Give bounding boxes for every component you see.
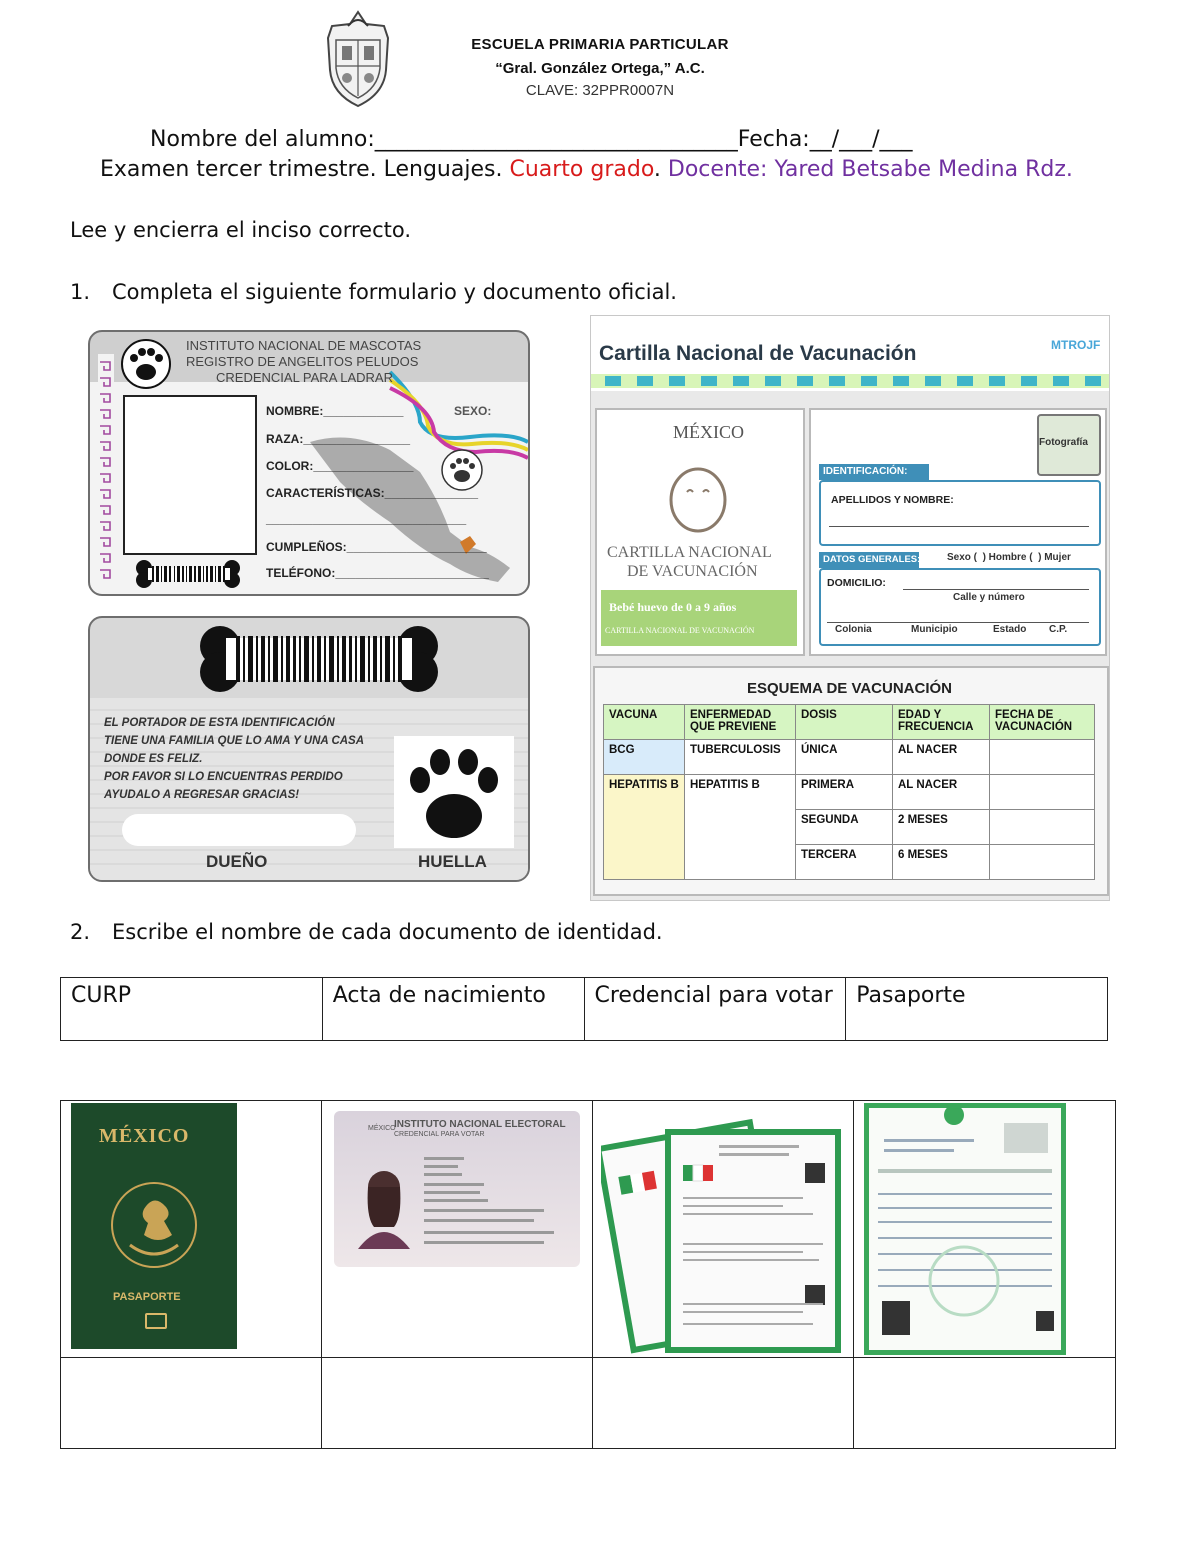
question-1-number: 1. — [70, 280, 91, 304]
cell-age: AL NACER — [893, 775, 990, 810]
header-enfermedad: ENFERMEDAD QUE PREVIENE — [685, 705, 796, 740]
cell-disease: HEPATITIS B — [685, 775, 796, 880]
passport-image — [71, 1103, 237, 1349]
vaccination-table — [603, 704, 1095, 880]
cell-dose: ÚNICA — [796, 740, 893, 775]
cover-footer: CARTILLA NACIONAL DE VACUNACIÓN — [605, 626, 755, 635]
pet-birthday-field: CUMPLEÑOS:_____________________ — [266, 540, 487, 554]
identification-label: IDENTIFICACIÓN: — [823, 466, 908, 477]
cartilla-cover — [595, 408, 805, 656]
table-row — [604, 740, 1095, 775]
table-row — [604, 775, 1095, 810]
passport-country: MÉXICO — [99, 1125, 190, 1147]
ine-mexico: MÉXICO — [368, 1125, 396, 1132]
doc-name-pasaporte: Pasaporte — [846, 978, 1108, 1041]
pet-card-title-2: REGISTRO DE ANGELITOS PELUDOS — [186, 354, 419, 369]
pet-breed-field: RAZA:________________ — [266, 432, 411, 446]
question-1-text: Completa el siguiente formulario y documento oficial. — [112, 280, 677, 304]
cell-dose: PRIMERA — [796, 775, 893, 810]
instruction: Lee y encierra el inciso correcto. — [70, 218, 412, 242]
table-header-row — [604, 705, 1095, 740]
cover-title-2: DE VACUNACIÓN — [627, 563, 758, 580]
answer-cell[interactable] — [854, 1358, 1116, 1449]
ine-subtitle: CREDENCIAL PARA VOTAR — [394, 1131, 485, 1138]
birth-certificate-image — [864, 1103, 1066, 1355]
pet-name-field: NOMBRE:____________ — [266, 404, 404, 418]
pet-phone-field: TELÉFONO:_______________________ — [266, 566, 489, 580]
student-name-date-line: Nombre del alumno:_________________________________Fecha:__/___/___ — [150, 127, 913, 152]
street-label: Calle y número — [953, 592, 1025, 603]
ine-cell — [322, 1101, 593, 1358]
owner-label: DUEÑO — [206, 852, 268, 871]
school-name: ESCUELA PRIMARIA PARTICULAR — [471, 36, 729, 53]
cover-title-1: CARTILLA NACIONAL — [607, 544, 772, 561]
birth-certificate-cell — [854, 1101, 1116, 1358]
grade-label: Cuarto grado — [509, 157, 654, 182]
cell-age: 6 MESES — [893, 845, 990, 880]
document-images-table — [60, 1100, 1116, 1449]
cell-vaccine: BCG — [604, 740, 685, 775]
cell-vaccine: HEPATITIS B — [604, 775, 685, 880]
question-2-number: 2. — [70, 920, 91, 944]
doc-name-acta: Acta de nacimiento — [322, 978, 584, 1041]
doc-name-curp: CURP — [61, 978, 323, 1041]
vaccination-card — [590, 315, 1110, 901]
table-row — [61, 1101, 1116, 1358]
ine-title: INSTITUTO NACIONAL ELECTORAL — [394, 1119, 566, 1130]
pet-id-card-back — [88, 616, 530, 882]
question-2-text: Escribe el nombre de cada documento de identidad. — [112, 920, 663, 944]
pet-card-title-3: CREDENCIAL PARA LADRAR — [216, 370, 393, 385]
table-row — [61, 978, 1108, 1041]
exam-title: Examen tercer trimestre. Lenguajes. Cuarto grado. Docente: Yared Betsabe Medina Rdz. — [100, 157, 1073, 182]
cell-dose: SEGUNDA — [796, 810, 893, 845]
cell-age: 2 MESES — [893, 810, 990, 845]
colonia-label: Colonia — [835, 624, 872, 635]
cell-dose: TERCERA — [796, 845, 893, 880]
cell-date[interactable] — [990, 810, 1095, 845]
doc-name-credencial: Credencial para votar — [584, 978, 846, 1041]
cell-date[interactable] — [990, 740, 1095, 775]
pet-traits-field: CARACTERÍSTICAS:______________ — [266, 486, 479, 500]
table-row — [61, 1358, 1116, 1449]
cartilla-identification — [809, 408, 1107, 656]
pet-color-field: COLOR:_______________ — [266, 459, 414, 473]
egg-icon — [667, 460, 729, 534]
header-vacuna: VACUNA — [604, 705, 685, 740]
ine-image — [334, 1111, 580, 1267]
sex-options: Sexo ( ) Hombre ( ) Mujer — [947, 552, 1071, 563]
coat-of-arms-icon — [104, 1165, 204, 1285]
document-names-table — [60, 977, 1108, 1041]
full-name-label: APELLIDOS Y NOMBRE: — [831, 494, 954, 506]
answer-cell[interactable] — [61, 1358, 322, 1449]
cover-subtitle: Bebé huevo de 0 a 9 años — [609, 600, 737, 614]
school-legal-name: “Gral. González Ortega,” A.C. — [495, 60, 705, 77]
pet-sex-field: SEXO: — [454, 404, 492, 418]
answer-cell[interactable] — [322, 1358, 593, 1449]
header-fecha: FECHA DE VACUNACIÓN — [990, 705, 1095, 740]
answer-cell[interactable] — [593, 1358, 854, 1449]
pet-card-title-1: INSTITUTO NACIONAL DE MASCOTAS — [186, 338, 422, 353]
municipio-label: Municipio — [911, 624, 958, 635]
color-stripe — [591, 374, 1109, 388]
passport-cell — [61, 1101, 322, 1358]
cp-label: C.P. — [1049, 624, 1068, 635]
header-edad: EDAD Y FRECUENCIA — [893, 705, 990, 740]
photo-box: Fotografía — [1039, 437, 1088, 448]
general-data-label: DATOS GENERALES: — [823, 554, 921, 565]
address-label: DOMICILIO: — [827, 577, 886, 589]
pet-id-card-front — [88, 330, 530, 596]
school-clave: CLAVE: 32PPR0007N — [525, 82, 675, 99]
cell-date[interactable] — [990, 775, 1095, 810]
curp-cell — [593, 1101, 854, 1358]
pet-card-back-message: EL PORTADOR DE ESTA IDENTIFICACIÓN TIENE UNA FAMILIA QUE LO AMA Y UNA CASA DONDE ES FELIZ. POR FAVOR SI LO ENCUENTRAS PERDIDO AYUDALO A REGRESAR GRACIAS! — [104, 717, 365, 801]
cell-disease: TUBERCULOSIS — [685, 740, 796, 775]
cell-date[interactable] — [990, 845, 1095, 880]
mexico-label: MÉXICO — [673, 422, 744, 442]
vaccination-card-title: Cartilla Nacional de Vacunación — [599, 342, 917, 365]
curp-image — [601, 1103, 841, 1355]
passport-label: PASAPORTE — [113, 1291, 181, 1303]
schedule-title: ESQUEMA DE VACUNACIÓN — [747, 680, 953, 697]
cell-age: AL NACER — [893, 740, 990, 775]
pet-traits-blank: ______________________________ — [266, 512, 467, 526]
mtrojf-logo: MTROJF — [1051, 338, 1101, 352]
header-dosis: DOSIS — [796, 705, 893, 740]
teacher-label: Docente: Yared Betsabe Medina Rdz. — [667, 157, 1073, 182]
paw-print-label: HUELLA — [418, 852, 487, 871]
estado-label: Estado — [993, 624, 1027, 635]
